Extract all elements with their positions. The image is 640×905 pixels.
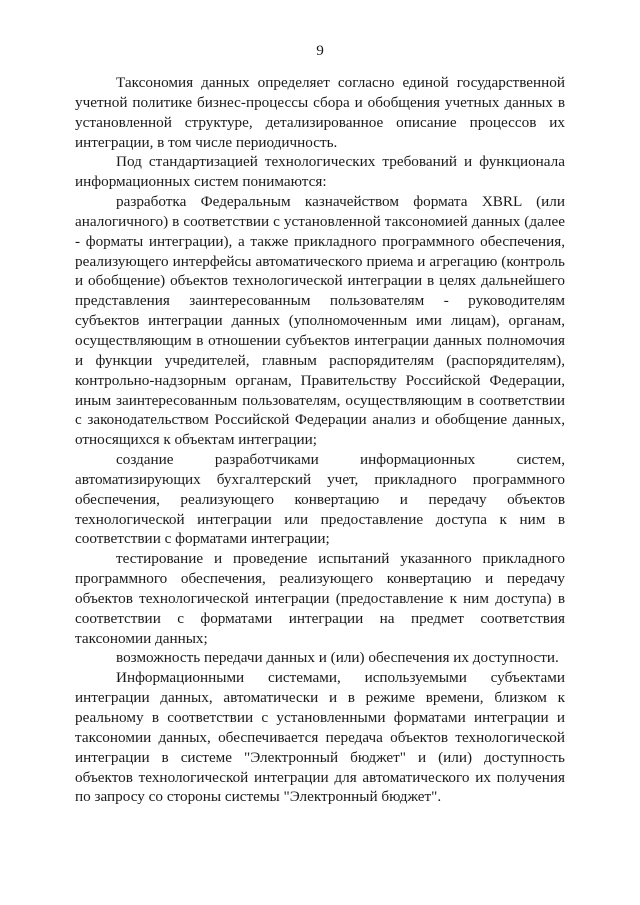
document-page: [75, 41, 565, 807]
paragraph-standardization-intro: Под стандартизацией технологических требований и функционала информационных систем понимаются:: [75, 153, 565, 191]
list-item-testing: тестирование и проведение испытаний указанного прикладного программного обеспечения, реализующего конвертацию и передачу объектов технологической интеграции (предоставление к ним доступа) в соответствии с форматами интеграции на предмет соответствия таксономии данных;: [75, 550, 565, 647]
list-item-data-transfer: возможность передачи данных и (или) обеспечения их доступности.: [116, 649, 559, 667]
paragraph-taxonomy-definition: Таксономия данных определяет согласно единой государственной учетной политике бизнес-процессы сбора и обобщения учетных данных в установленной структуре, детализированное описание процессов их интеграции, в том числе периодичность.: [75, 74, 565, 151]
list-item-software-creation: создание разработчиками информационных систем, автоматизирующих бухгалтерский учет, прикладного программного обеспечения, реализующего конвертацию и передачу объектов технологической интеграции или предоставление доступа к ним в соответствии с форматами интеграции;: [75, 451, 565, 548]
page-number: 9: [316, 42, 324, 59]
list-item-xbrl-development: разработка Федеральным казначейством формата XBRL (или аналогичного) в соответствии с установленной таксономией данных (далее - форматы интеграции), а также прикладного программного обеспечения, реализующего интерфейсы автоматического приема и агрегацию (контроль и обобщение) объектов технологической интеграции в целях дальнейшего представления заинтересованным пользователям - руководителям субъектов интеграции данных (уполномоченным ими лицам), органам, осуществляющим в отношении субъектов интеграции данных полномочия и функции учредителей, главным распорядителям (распорядителям), контрольно-надзорным органам, Правительству Российской Федерации, иным заинтересованным пользователям, осуществляющим в соответствии с законодательством Российской Федерации анализ и обобщение данных, относящихся к объектам интеграции;: [75, 193, 565, 449]
paragraph-information-systems: Информационными системами, используемыми субъектами интеграции данных, автоматически и в режиме времени, близком к реальному в соответствии с установленными форматами интеграции и таксономии данных, обеспечивается передача объектов технологической интеграции в системе "Электронный бюджет" и (или) доступность объектов технологической интеграции для автоматического их получения по запросу со стороны системы "Электронный бюджет".: [75, 669, 565, 806]
